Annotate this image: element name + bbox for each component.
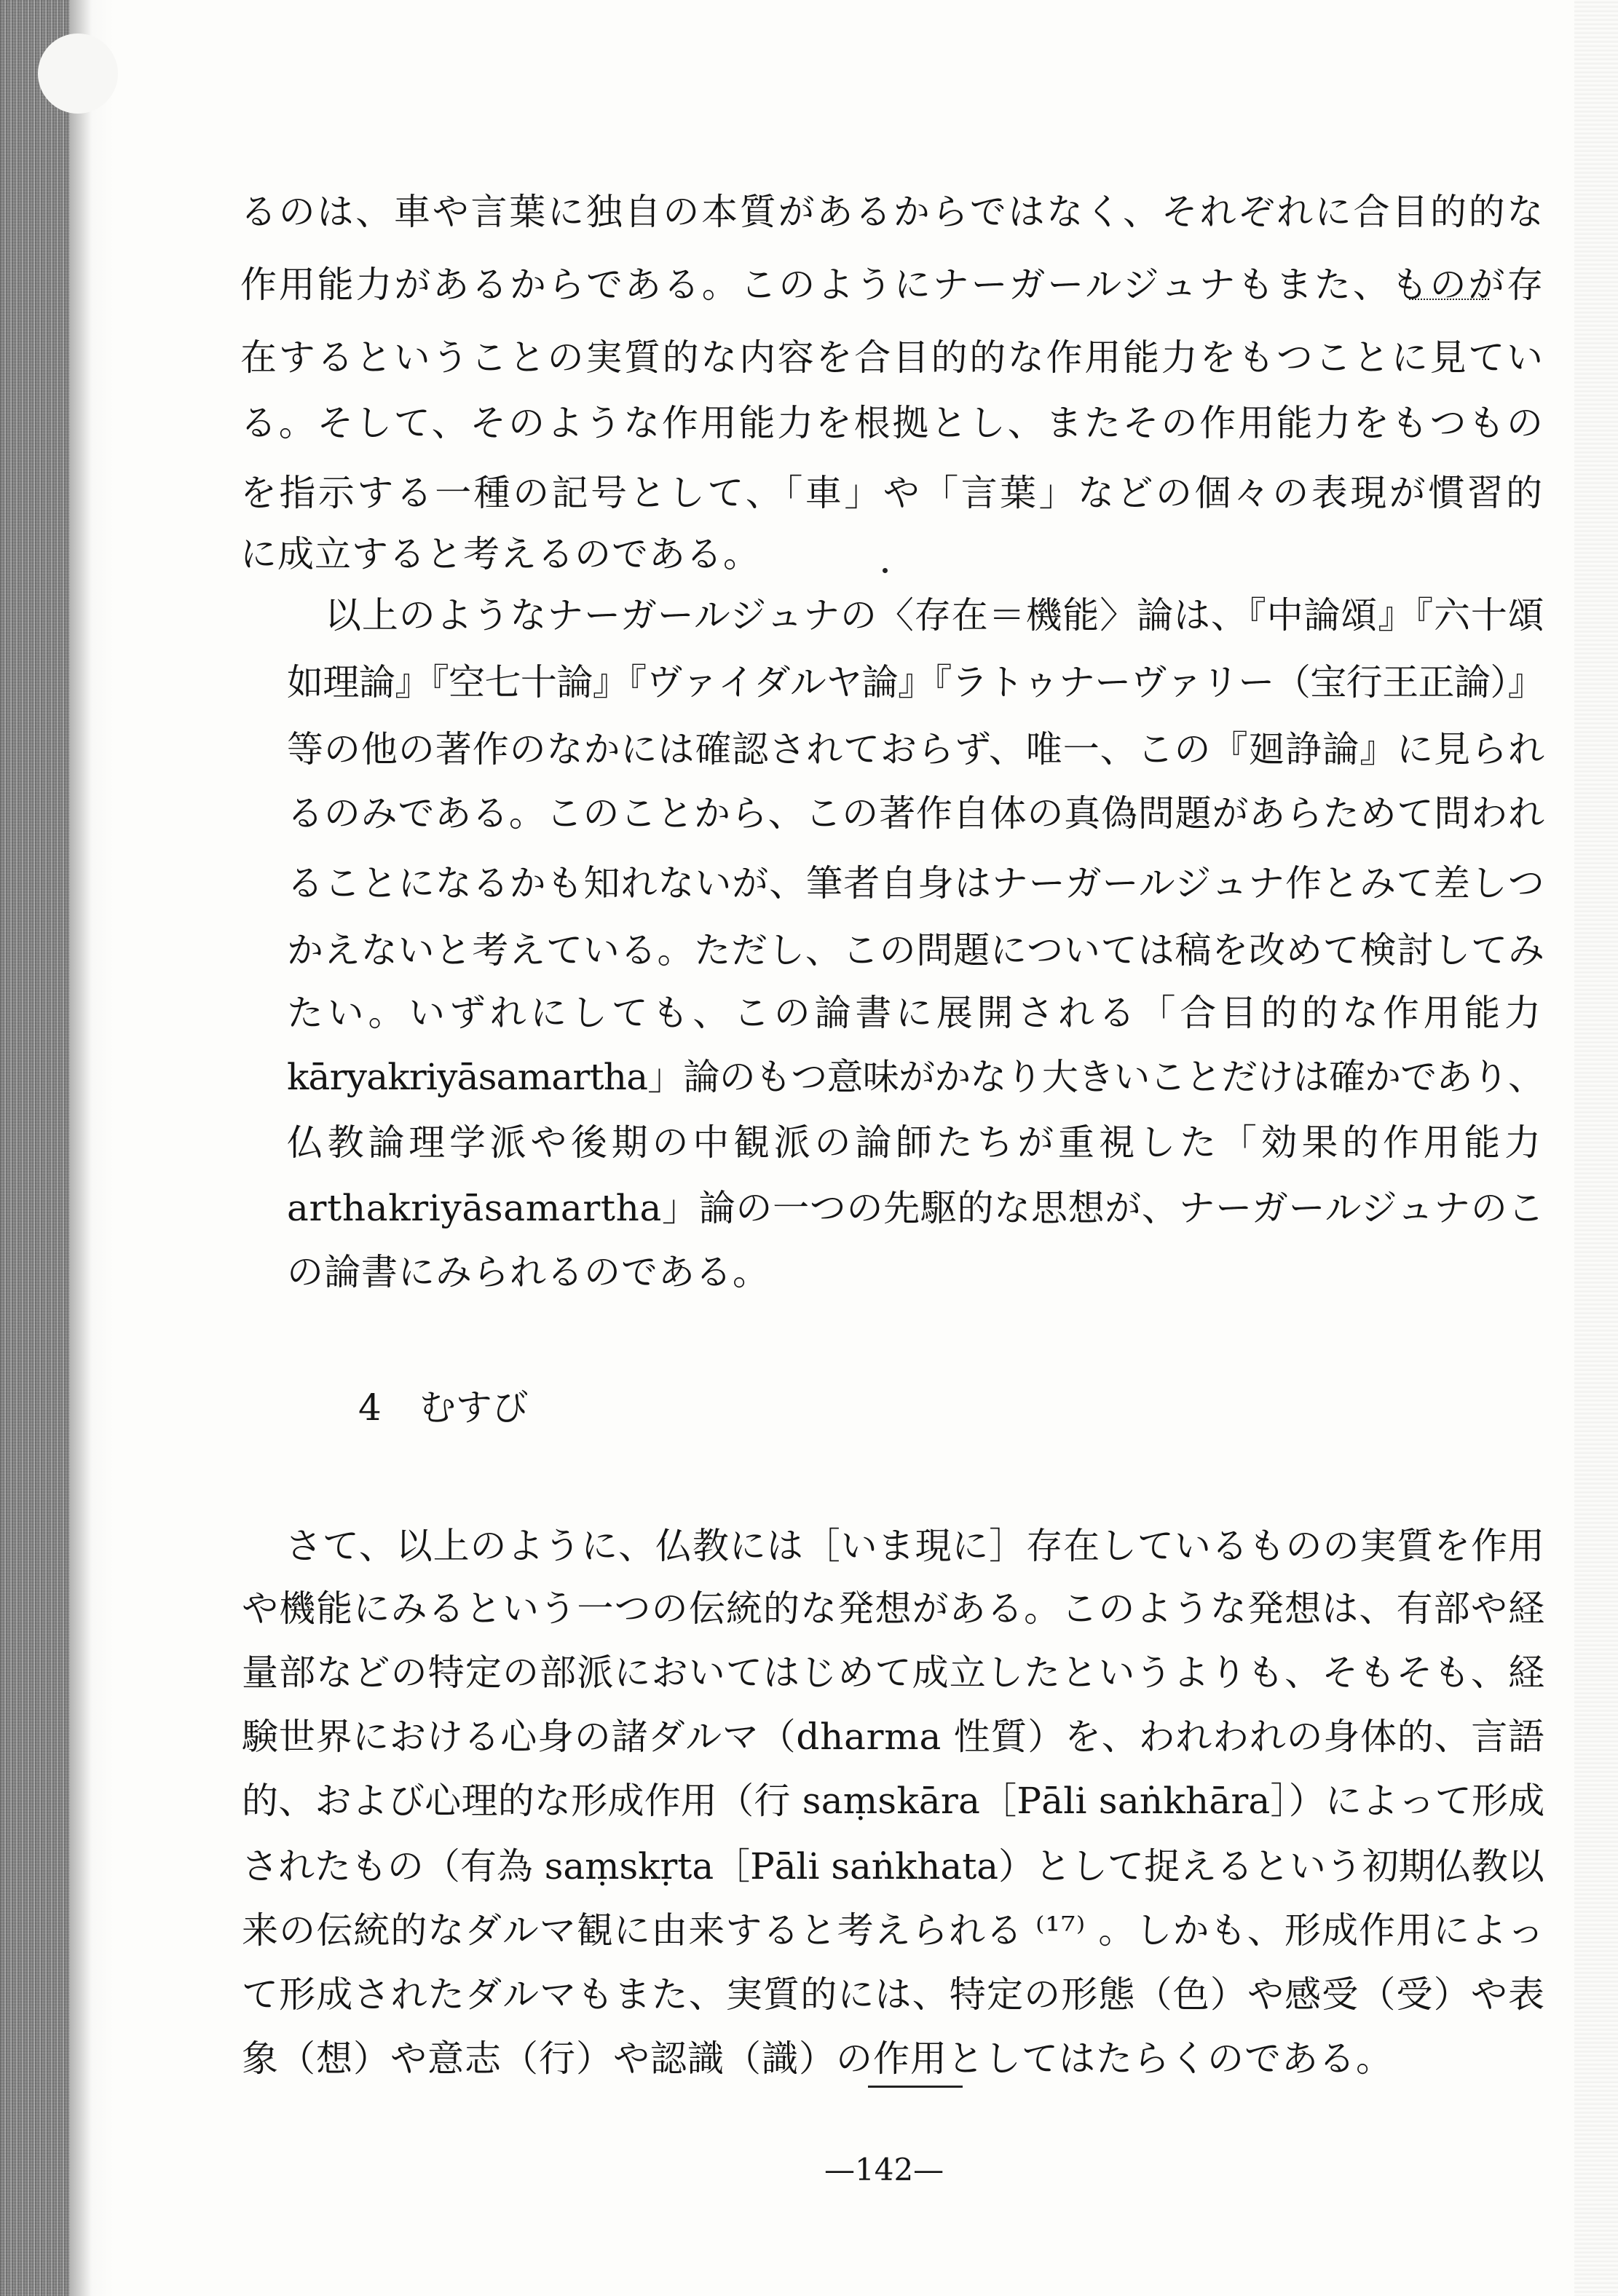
paragraph-2-line: 如理論』『空七十論』『ヴァイダルヤ論』『ラトゥナーヴァリー（宝行王正論）』 bbox=[287, 661, 1544, 703]
paragraph-1-line: を指示する一種の記号として、「車」や「言葉」などの個々の表現が慣習的 bbox=[240, 472, 1545, 514]
paragraph-3-line: 量部などの特定の部派においてはじめて成立したというよりも、そもそも、経 bbox=[242, 1652, 1546, 1694]
paragraph-2-line: ることになるかも知れないが、筆者自身はナーガールジュナ作とみて差しつ bbox=[287, 862, 1545, 904]
paragraph-3-line: て形成されたダルマもまた、実質的には、特定の形態（色）や感受（受）や表 bbox=[242, 1973, 1546, 2016]
paragraph-3-line: 的、および心理的な形成作用（行 saṃskāra［Pāli saṅkhāra］）によって形成 bbox=[242, 1780, 1545, 1822]
paragraph-2-line: 仏教論理学派や後期の中観派の論師たちが重視した「効果的作用能力 bbox=[287, 1121, 1545, 1164]
paragraph-3-line: や機能にみるという一つの伝統的な発想がある。このような発想は、有部や経 bbox=[242, 1587, 1546, 1630]
paragraph-2-line: arthakriyāsamartha」論の一つの先駆的な思想が、ナーガールジュナのこ bbox=[287, 1187, 1545, 1229]
handwritten-underline bbox=[868, 2086, 963, 2088]
paragraph-1-line: るのは、車や言葉に独自の本質があるからではなく、それぞれに合目的的な bbox=[240, 191, 1546, 233]
paragraph-2-line: の論書にみられるのである。 bbox=[287, 1251, 770, 1293]
paragraph-3-line: 来の伝統的なダルマ観に由来すると考えられる ⁽¹⁷⁾ 。しかも、形成作用によっ bbox=[242, 1909, 1545, 1952]
section-heading bbox=[358, 1384, 529, 1432]
section-number: 4 bbox=[358, 1386, 382, 1429]
ink-speck bbox=[883, 568, 888, 573]
paragraph-1-line: る。そして、そのような作用能力を根拠とし、またその作用能力をもつもの bbox=[240, 402, 1545, 444]
scan-binding-shadow bbox=[70, 0, 114, 2296]
paragraph-3-line: 験世界における心身の諸ダルマ（dharma 性質）を、われわれの身体的、言語 bbox=[242, 1716, 1545, 1758]
section-title: むすび bbox=[419, 1386, 529, 1429]
paragraph-3-line: されたもの（有為 saṃskṛta［Pāli saṅkhata）として捉えるという初期仏教以 bbox=[242, 1845, 1544, 1887]
binding-hole bbox=[38, 33, 118, 114]
paragraph-2-line: るのみである。このことから、この著作自体の真偽問題があらためて問われ bbox=[287, 792, 1545, 835]
paragraph-3-line: 象（想）や意志（行）や認識（識）の作用としてはたらくのである。 bbox=[242, 2037, 1393, 2080]
paragraph-3-line: さて、以上のように、仏教には［いま現に］存在しているものの実質を作用 bbox=[285, 1525, 1545, 1567]
scan-right-edge bbox=[1574, 0, 1618, 2296]
paragraph-1-line: 在するということの実質的な内容を合目的的な作用能力をもつことに見てい bbox=[240, 336, 1545, 379]
paragraph-1-line: 作用能力があるからである。このようにナーガールジュナもまた、ものが存 bbox=[240, 264, 1546, 306]
paragraph-2-line: kāryakriyāsamartha」論のもつ意味がかなり大きいことだけは確かであり、 bbox=[287, 1056, 1544, 1098]
paragraph-2-line: たい。いずれにしても、この論書に展開される「合目的的な作用能力 bbox=[287, 992, 1545, 1034]
paragraph-1-line: に成立すると考えるのである。 bbox=[240, 533, 760, 575]
page-number: —142— bbox=[824, 2152, 944, 2187]
paragraph-2-line: 以上のようなナーガールジュナの〈存在＝機能〉論は、『中論頌』『六十頌 bbox=[325, 594, 1545, 636]
scan-binding-edge bbox=[0, 0, 70, 2296]
handwritten-underline bbox=[1409, 299, 1489, 300]
paragraph-2-line: かえないと考えている。ただし、この問題については稿を改めて検討してみ bbox=[287, 929, 1545, 971]
paragraph-2-line: 等の他の著作のなかには確認されておらず、唯一、この『廻諍論』に見られ bbox=[287, 728, 1545, 770]
